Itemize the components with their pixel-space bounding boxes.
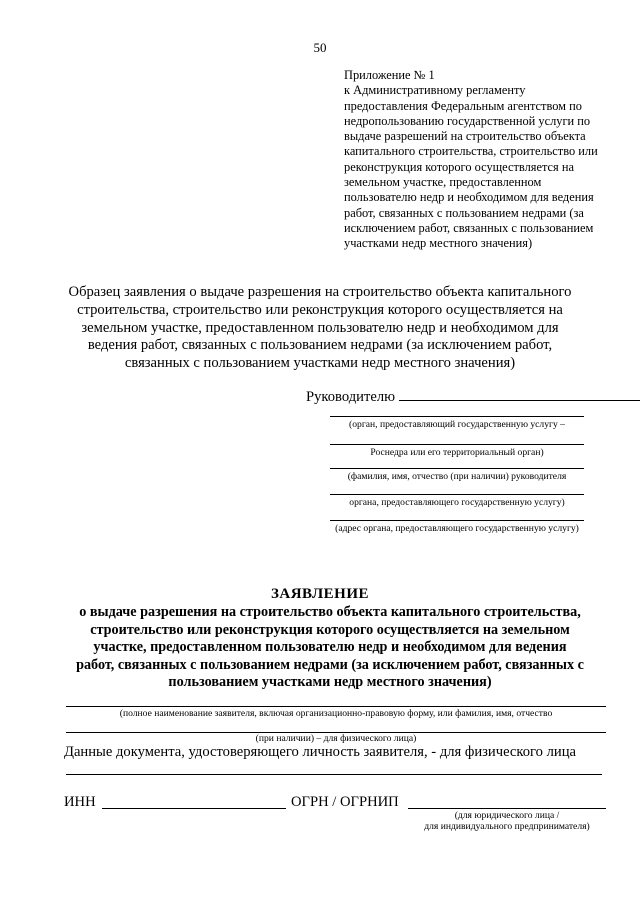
applicant-name-caption: (полное наименование заявителя, включая организационно-правовую форму, или фамилия, имя, отчество bbox=[119, 708, 553, 719]
statement-line: пользованием участками недр местного значения) bbox=[168, 674, 492, 691]
sample-title-line: строительства, строительство или реконструкция которого осуществляется на bbox=[77, 301, 563, 318]
statement-line: строительство или реконструкция которого осуществляется на земельном bbox=[90, 621, 570, 638]
addressee-caption-1: (орган, предоставляющий государственную услугу – bbox=[349, 419, 565, 430]
addressee-field-2[interactable] bbox=[330, 444, 584, 445]
ogrn-label: ОГРН / ОГРНИП bbox=[291, 794, 399, 810]
id-document-field[interactable] bbox=[66, 774, 602, 775]
statement-line: участке, предоставленном пользователю недр и необходимом для ведения bbox=[93, 639, 567, 656]
appendix-line: недропользованию государственной услуги по bbox=[344, 113, 591, 128]
applicant-name-field[interactable] bbox=[66, 706, 606, 707]
statement-title: ЗАЯВЛЕНИЕ bbox=[270, 586, 370, 602]
sample-title-line: земельном участке, предоставленном пользователю недр и необходимом для bbox=[81, 319, 559, 336]
sample-title bbox=[40, 284, 600, 373]
addressee-field-4[interactable] bbox=[330, 494, 584, 495]
inn-field[interactable] bbox=[102, 808, 286, 809]
appendix-line: реконструкция которого осуществляется на bbox=[344, 159, 574, 174]
addressee-caption-4: органа, предоставляющего государственную услугу) bbox=[349, 497, 565, 508]
appendix-note bbox=[344, 68, 616, 252]
page-number: 50 bbox=[313, 40, 327, 55]
statement-line: о выдаче разрешения на строительство объекта капитального строительства, bbox=[79, 604, 581, 620]
addressee-label: Руководителю bbox=[306, 389, 396, 405]
sample-title-line: Образец заявления о выдаче разрешения на строительство объекта капитального bbox=[68, 284, 572, 300]
appendix-line: пользователю недр и необходимом для ведения bbox=[344, 190, 594, 205]
sample-title-line: связанных с пользованием участками недр местного значения) bbox=[124, 355, 516, 372]
appendix-line: предоставления Федеральным агентством по bbox=[344, 98, 582, 113]
addressee-caption-5: (адрес органа, предоставляющего государственную услугу) bbox=[335, 523, 579, 534]
addressee-fill-field[interactable] bbox=[399, 386, 640, 401]
ogrn-field[interactable] bbox=[408, 808, 606, 809]
ogrn-caption-2: для индивидуального предпринимателя) bbox=[424, 821, 590, 832]
sample-title-line: ведения работ, связанных с пользованием недрами (за исключением работ, bbox=[87, 337, 553, 354]
addressee-field-3[interactable] bbox=[330, 468, 584, 469]
appendix-line: земельном участке, предоставленном bbox=[344, 175, 542, 190]
appendix-line: участками недр местного значения) bbox=[344, 236, 533, 251]
addressee-line bbox=[306, 386, 640, 406]
appendix-line: к Административному регламенту bbox=[344, 83, 526, 98]
addressee-caption-3: (фамилия, имя, отчество (при наличии) руководителя bbox=[347, 471, 567, 482]
appendix-line: исключением работ, связанных с пользованием bbox=[344, 220, 594, 235]
statement-subject bbox=[40, 604, 620, 692]
ogrn-caption-1: (для юридического лица / bbox=[454, 810, 560, 821]
addressee-field-1[interactable] bbox=[330, 416, 584, 417]
id-document-label: Данные документа, удостоверяющего личность заявителя, - для физического лица bbox=[64, 744, 576, 760]
appendix-line: работ, связанных с пользованием недрами (за bbox=[344, 205, 584, 220]
appendix-line: Приложение № 1 bbox=[344, 68, 435, 82]
appendix-line: выдаче разрешений на строительство объекта bbox=[344, 129, 586, 144]
addressee-caption-2: Роснедра или его территориальный орган) bbox=[370, 447, 544, 458]
appendix-line: капитального строительства, строительство или bbox=[344, 144, 598, 159]
statement-line: работ, связанных с пользованием недрами (за исключением работ, связанных с bbox=[76, 656, 584, 673]
addressee-field-5[interactable] bbox=[330, 520, 584, 521]
applicant-name-caption-2: (при наличии) – для физического лица) bbox=[255, 733, 417, 744]
inn-label: ИНН bbox=[64, 794, 96, 810]
